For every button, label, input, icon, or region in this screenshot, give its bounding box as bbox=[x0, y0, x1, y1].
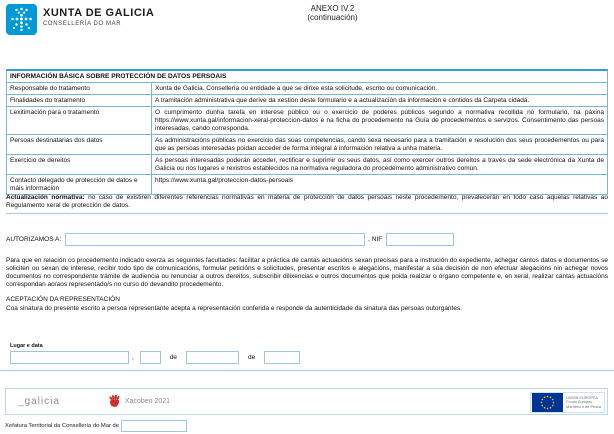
nif-field[interactable] bbox=[386, 233, 454, 246]
row-label: Exercicio de dereitos bbox=[7, 155, 152, 174]
xunta-de-galicia-logo-icon bbox=[6, 4, 37, 35]
table-row bbox=[7, 135, 607, 155]
de-label-2: de bbox=[248, 354, 256, 361]
galicia-logo: _galicia bbox=[18, 396, 60, 407]
comma-separator: , bbox=[132, 354, 134, 361]
eu-line-1: UNIÓN EUROPEA bbox=[566, 395, 599, 400]
annex-subtitle: (continuación) bbox=[307, 13, 358, 22]
row-label: Responsable do tratamento bbox=[7, 83, 152, 94]
data-protection-table bbox=[6, 69, 608, 195]
row-label: Contacto delegado de protección de datos e máis información bbox=[7, 175, 152, 194]
annex-heading bbox=[255, 4, 410, 22]
row-value: As persoas interesadas poderán acceder, rectificar e suprimir os seus datos, así como exercer outros dereitos a través da sede electrónica da Xunta de Galicia ou nos lugares e rexistros establecidos na normativa reguladora do procedemento administrativo común. bbox=[155, 156, 604, 172]
note-lead: Actualización normativa: bbox=[6, 194, 85, 201]
place-field[interactable] bbox=[10, 351, 129, 364]
row-value: As administracións públicas no exercicio das súas competencias, cando sexa necesario para a tramitación e resolución dos seus procedementos ou para que as persoas interesadas poidan acceder de forma integral á información relativa a unha materia. bbox=[155, 136, 604, 152]
xacobeo-hand-icon bbox=[108, 395, 121, 408]
row-value: A tramitación administrativa que derive da xestión deste formulario e a actualización da información e contidos da Carpeta cidadá. bbox=[155, 96, 530, 104]
eu-line-3: Marítimo e de Pesca bbox=[566, 404, 601, 409]
place-date-section bbox=[10, 343, 600, 364]
horizontal-divider bbox=[0, 370, 614, 371]
acceptance-title: ACEPTACIÓN DA REPRESENTACIÓN bbox=[6, 296, 120, 303]
table-row bbox=[7, 83, 607, 95]
row-value: Xunta de Galicia. Consellería ou entidade a que se dirixe esta solicitude, escrito ou comunicación. bbox=[155, 84, 438, 92]
eu-funding-text bbox=[566, 396, 601, 410]
place-date-label: Lugar e data bbox=[10, 343, 43, 349]
office-label: Xefatura Territorial da Consellería do Mar de bbox=[5, 423, 119, 429]
nif-label: , NIF bbox=[368, 236, 383, 243]
acceptance-text: Coa sinatura do presente escrito a persoa representante acepta a representación conferida e responde da autenticidade da sinatura das persoas outorgantes. bbox=[6, 305, 463, 312]
row-value: O cumprimento dunha tarefa en interese público ou o exercicio de poderes públicos segundo a normativa recollida no formulario, na páxina https://www.xunta.gal/informacion-xeral-proteccion-datos e na ficha do procedemento na Guía de procedementos e servizos. Consentimento das persoas interesadas, cando corresponda. bbox=[155, 108, 604, 132]
table-row bbox=[7, 155, 607, 175]
row-label: Persoas destinatarias dos datos bbox=[7, 135, 152, 154]
year-field[interactable] bbox=[264, 351, 300, 364]
header-brand bbox=[6, 4, 154, 35]
table-row bbox=[7, 95, 607, 107]
table-row bbox=[7, 175, 607, 194]
eu-line-2: Fondo Europeo bbox=[566, 400, 593, 405]
authorization-row bbox=[6, 233, 608, 246]
eu-flag-icon bbox=[532, 393, 563, 412]
table-row bbox=[7, 107, 607, 135]
row-label: Lexitimación para o tratamento bbox=[7, 107, 152, 134]
normative-update-note bbox=[6, 194, 608, 214]
eu-funding-block bbox=[530, 392, 605, 413]
de-label-1: de bbox=[169, 354, 178, 361]
row-value: https://www.xunta.gal/proteccion-datos-persoais bbox=[155, 176, 294, 184]
row-label: Finalidades do tratamento bbox=[7, 95, 152, 106]
authorization-faculties-paragraph: Para que en relación co procedemento indicado exerza as seguintes facultades: facilitar a práctica de cantas actuacións sexan precisas para a instrución do expediente, achegar cantos datos e documentos se soliciten ou sexan de interese, recibir todo tipo de comunicacións, formular peticións e solicitudes, presentar escritos e alegacións, manifestar a súa decisión de non efectuar alegacións nin achegar novos documentos no correspondente trámite de audiencia ou renunciar a outros dereitos, subscribir dilixencias e outros documentos que poida realizar o órgano competente e, en xeral, realizar cantas actuacións correspondan ao/aos representado/s no curso do devandito procedemento. bbox=[6, 257, 608, 288]
brand-subtitle: CONSELLERÍA DO MAR bbox=[43, 21, 122, 27]
acceptance-section bbox=[6, 296, 608, 313]
authorized-name-field[interactable] bbox=[65, 233, 365, 246]
territorial-office-row bbox=[5, 420, 187, 432]
brand-title: XUNTA DE GALICIA bbox=[43, 7, 155, 19]
annex-title: ANEXO IV.2 bbox=[310, 4, 355, 13]
authorize-label: AUTORIZAMOS A: bbox=[6, 236, 62, 243]
note-body: no caso de existiren diferentes referencias normativas en materia de protección de datos persoais neste procedemento, prevalecerán en todo caso aquelas relativas ao Regulamento xeral de protección de datos. bbox=[6, 194, 608, 209]
xacobeo-label: Xacobeo 2021 bbox=[124, 398, 171, 405]
table-title: INFORMACIÓN BÁSICA SOBRE PROTECCIÓN DE DATOS PERSOAIS bbox=[7, 71, 607, 83]
office-field[interactable] bbox=[121, 420, 187, 432]
xacobeo-logo bbox=[108, 395, 170, 408]
day-field[interactable] bbox=[140, 351, 161, 364]
footer-logo-bar bbox=[5, 388, 608, 415]
month-field[interactable] bbox=[186, 351, 239, 364]
